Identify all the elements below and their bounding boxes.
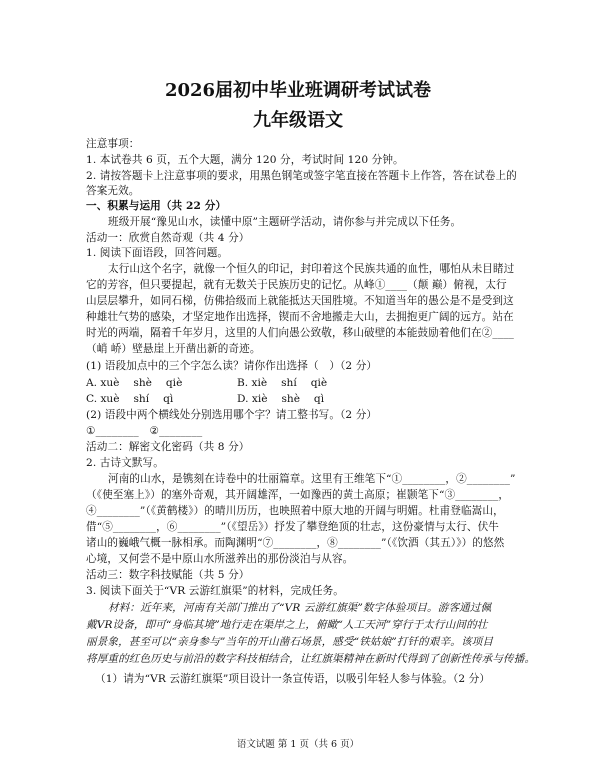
material-line: 戴VR设备，即可“身临其境”地行走在渠岸之上，俯瞰“人工天河”穿行于太行山间的壮 xyxy=(86,619,488,631)
question-2-prompt: 2. 古诗文默写。 xyxy=(86,457,164,469)
option-a: A. xuè shè qiè xyxy=(86,377,183,389)
poetry-line: 心境，又何尝不是中原山水所滋养出的那份淡泊与从容。 xyxy=(86,553,354,565)
activity-3-heading: 活动三：数字科技赋能（共 5 分） xyxy=(86,569,250,581)
page-title: 2026届初中毕业班调研考试试卷 xyxy=(164,80,432,101)
poetry-line: ④________”（《黄鹤楼》）的晴川历历，也映照着中原大地的开阔与明媚。杜甫登临嵩山， xyxy=(86,505,504,517)
material-line: 材料：近年来，河南有关部门推出了“VR 云游红旗渠”数字体验项目。游客通过佩 xyxy=(108,602,492,614)
notice-item-1: 1. 本试卷共 6 页，五个大题，满分 120 分，考试时间 120 分钟。 xyxy=(86,154,404,166)
activity-1-heading: 活动一：欣赏自然奇观（共 4 分） xyxy=(86,232,250,244)
poetry-line: 借“⑤________，⑥________”（《望岳》）抒发了攀登绝顶的壮志，这份豪情与太行、伏牛 xyxy=(86,521,499,533)
question-1-prompt: 1. 阅读下面语段，回答问题。 xyxy=(86,247,229,259)
poetry-line: （《使至塞上》）的塞外奇观，其开阔雄浑，一如豫西的黄土高原；崔颢笔下“③________， xyxy=(86,489,510,501)
option-b: B. xiè shí qiè xyxy=(237,377,328,389)
page-footer: 语文试题 第 1 页（共 6 页） xyxy=(236,739,360,750)
question-1-2: (2) 语段中两个横线处分别选用哪个字？请工整书写。（2 分） xyxy=(86,409,378,421)
answer-blanks: ①________ ②________ xyxy=(86,425,203,437)
notice-item-2: 2. 请按答题卡上注意事项的要求，用黑色钢笔或签字笔直接在答题卡上作答，答在试卷上的 xyxy=(86,170,517,182)
passage-line: （峭 峤）壁悬崖上开凿出新的奇迹。 xyxy=(86,343,261,355)
option-c: C. xuè shí qì xyxy=(86,393,174,405)
notice-item-2-cont: 答案无效。 xyxy=(86,185,140,197)
passage-line: 时光的两端，隔着千年岁月，这里的人们向愚公致敬，移山破壁的本能鼓励着他们在②____ xyxy=(86,327,514,339)
poetry-line: 诸山的巍峨气概一脉相承。而陶渊明“⑦________，⑧________”（《饮酒（其五）》）的悠然 xyxy=(86,537,505,549)
page-subtitle: 九年级语文 xyxy=(253,110,343,131)
question-1-1: (1) 语段加点中的三个字怎么读？请你作出选择（ ）（2 分） xyxy=(86,360,378,372)
material-line: 将厚重的红色历史与前沿的数字科技相结合，让红旗渠精神在新时代得到了创新性传承与传播。 xyxy=(86,653,536,665)
poetry-line: 河南的山水，是镌刻在诗卷中的壮丽篇章。这里有王维笔下“①________，②________” xyxy=(108,473,516,485)
notice-heading: 注意事项： xyxy=(86,138,140,150)
passage-line: 种雄壮气势的感染，才坚定地作出选择，锲而不舍地搬走大山，去拥抱更广阔的远方。站在 xyxy=(86,311,514,323)
section-intro: 班级开展“豫见山水，读懂中原”主题研学活动，请你参与并完成以下任务。 xyxy=(108,216,462,228)
activity-2-heading: 活动二：解密文化密码（共 8 分） xyxy=(86,441,250,453)
section-heading: 一、积累与运用（共 22 分） xyxy=(86,200,227,212)
material-line: 丽景象，甚至可以“亲身参与”当年的开山凿石场景，感受“铁姑娘”打钎的艰辛。该项目 xyxy=(86,636,494,648)
question-3-prompt: 3. 阅读下面关于“VR 云游红旗渠”的材料，完成任务。 xyxy=(86,585,344,597)
passage-line: 它的芳容，但只要提起，就有无数关于民族历史的记忆。从峰①____（颠 巅）俯视，太行 xyxy=(86,279,507,291)
question-3-1: （1）请为“VR 云游红旗渠”项目设计一条宣传语，以吸引年轻人参与体验。（2 分） xyxy=(95,673,491,685)
passage-line: 山层层攀升，如同石梯，仿佛拾级而上就能抵达天国胜境。不知道当年的愚公是不是受到这 xyxy=(86,295,514,307)
option-d: D. xiè shè qì xyxy=(237,393,325,405)
passage-line: 太行山这个名字，就像一个恒久的印记，封印着这个民族共通的血性，哪怕从未目睹过 xyxy=(108,263,515,275)
